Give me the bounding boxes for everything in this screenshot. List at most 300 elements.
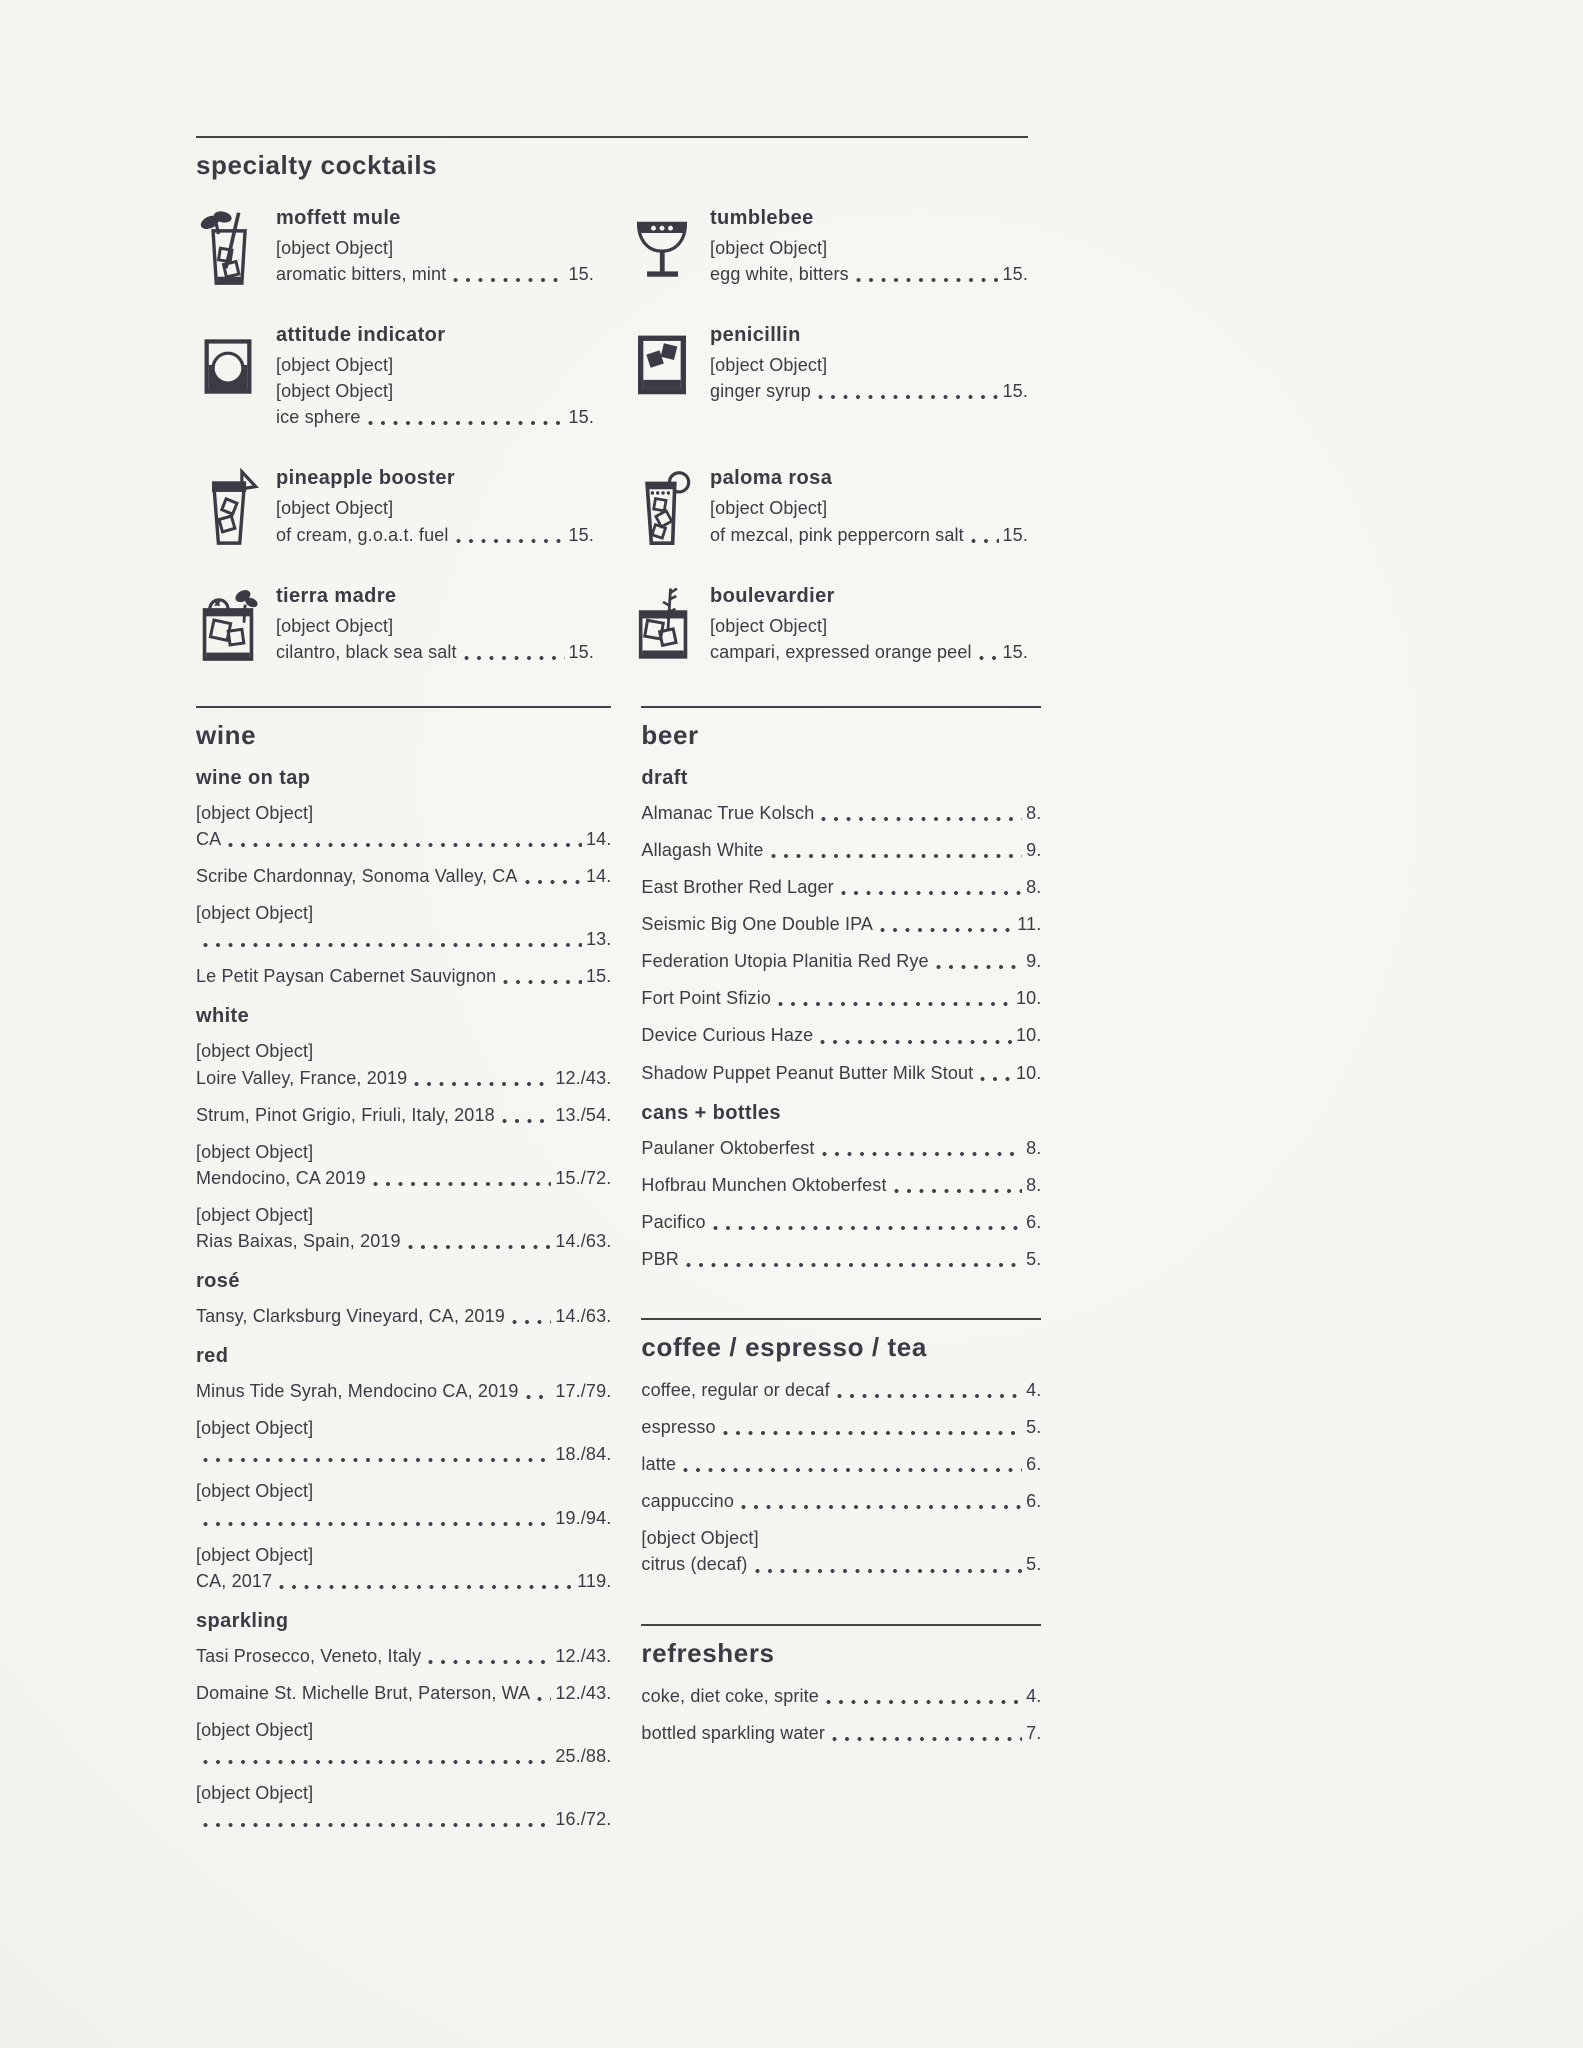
dot-leader — [841, 890, 1022, 896]
cocktail-name: pineapple booster — [276, 467, 456, 490]
dot-leader — [880, 927, 1013, 933]
beer-heading: beer — [641, 719, 699, 750]
menu-item — [641, 800, 1041, 826]
refreshers-section — [641, 1624, 1041, 1746]
item-text: Shadow Puppet Peanut Butter Milk Stout — [641, 1062, 974, 1083]
item-price: 6. — [1026, 1211, 1042, 1232]
menu-item — [196, 1780, 611, 1832]
dot-leader — [525, 879, 582, 885]
cocktail-text — [710, 585, 1028, 676]
item-price: 15. — [585, 966, 612, 987]
cocktail-desc-line: [object Object] — [710, 355, 828, 376]
dot-leader — [512, 1319, 551, 1325]
right-column — [641, 706, 1041, 1757]
item-line: [object Object] — [196, 1141, 314, 1162]
item-wrapped-lines — [196, 1415, 611, 1441]
item-wrapped-lines — [196, 1202, 611, 1228]
beer-group — [641, 1102, 1041, 1272]
item-price: 25./88. — [555, 1746, 612, 1767]
item-wrapped-lines — [196, 900, 611, 926]
specialty-cocktails-section — [196, 136, 1028, 676]
cocktail-price: 15. — [568, 264, 594, 285]
cocktail-price: 15. — [568, 524, 594, 545]
dot-leader — [818, 394, 999, 400]
pineapple-tall-glass-icon — [196, 467, 260, 551]
item-price: 17./79. — [555, 1381, 612, 1402]
dot-leader — [368, 420, 565, 426]
item-price-line — [196, 926, 611, 952]
menu-item — [196, 1717, 611, 1769]
specialty-cocktails-heading: specialty cocktails — [196, 150, 438, 180]
item-text: cappuccino — [641, 1491, 734, 1512]
cocktail-text — [276, 585, 594, 676]
dot-leader — [980, 1076, 1012, 1082]
item-price-line — [641, 1451, 1041, 1477]
item-price-line — [641, 1246, 1041, 1272]
item-price: 8. — [1026, 802, 1042, 823]
dot-leader — [503, 979, 582, 985]
item-text: Rias Baixas, Spain, 2019 — [196, 1230, 401, 1251]
item-line: [object Object] — [196, 1204, 314, 1225]
item-price-line — [641, 948, 1041, 974]
beer-group-items — [641, 800, 1041, 1086]
item-line: [object Object] — [196, 1720, 314, 1740]
item-price: 5. — [1026, 1248, 1042, 1269]
item-text: Mendocino, CA 2019 — [196, 1167, 366, 1188]
dot-leader — [822, 1151, 1023, 1157]
item-price-line — [196, 1680, 611, 1706]
item-wrapped-lines — [196, 1038, 611, 1064]
cocktail-description — [710, 352, 1028, 404]
menu-item — [641, 948, 1041, 974]
dot-leader — [894, 1188, 1023, 1194]
item-price: 15./72. — [555, 1167, 612, 1188]
cocktail-desc-last: cilantro, black sea salt — [276, 641, 457, 662]
wine-groups — [196, 767, 611, 1833]
coupe-glass-icon — [630, 207, 694, 291]
item-text: Federation Utopia Planitia Red Rye — [641, 951, 929, 972]
dot-leader — [203, 1521, 551, 1527]
item-price-line — [641, 1683, 1041, 1709]
item-wrapped-lines — [196, 1542, 611, 1568]
menu-item — [196, 1378, 611, 1404]
menu-item — [641, 1172, 1041, 1198]
cocktail-price: 15. — [1002, 641, 1028, 662]
menu-item — [641, 837, 1041, 863]
menu-item — [641, 874, 1041, 900]
cocktail-price-line — [710, 639, 1028, 665]
item-price: 9. — [1026, 839, 1042, 860]
beer-groups — [641, 767, 1041, 1272]
menu-item — [641, 1488, 1041, 1514]
item-price-line — [196, 1065, 611, 1091]
cocktail-description — [276, 235, 594, 287]
menu-item — [196, 1680, 611, 1706]
dot-leader — [464, 655, 565, 661]
menu-item — [196, 1102, 611, 1128]
item-line: [object Object] — [196, 1481, 314, 1502]
cocktail-text — [710, 467, 1028, 558]
cocktail-grid — [196, 207, 1028, 676]
cocktail-desc-line: [object Object] — [276, 238, 394, 258]
item-price: 10. — [1015, 1025, 1042, 1046]
dot-leader — [971, 538, 999, 544]
wine-group — [196, 1005, 611, 1254]
menu-item — [641, 985, 1041, 1011]
item-text: Domaine St. Michelle Brut, Paterson, WA — [196, 1682, 531, 1703]
paloma-tall-glass-icon — [630, 467, 694, 551]
cocktail-description — [710, 495, 1028, 547]
item-wrapped-lines — [196, 800, 611, 826]
item-price-line — [641, 985, 1041, 1011]
menu-item — [641, 1060, 1041, 1086]
menu-item — [196, 800, 611, 852]
cocktail-desc-lines — [276, 235, 594, 261]
wine-group — [196, 767, 611, 990]
item-text: Le Petit Paysan Cabernet Sauvignon — [196, 966, 497, 987]
dot-leader — [771, 853, 1023, 859]
menu-item — [196, 1643, 611, 1669]
item-price-line — [641, 1488, 1041, 1514]
dot-leader — [526, 1394, 552, 1400]
dot-leader — [821, 816, 1022, 822]
boulevardier-rocks-glass-icon — [630, 585, 694, 669]
cocktail-item — [630, 467, 1028, 558]
item-price: 13./54. — [555, 1104, 612, 1125]
cocktail-desc-lines — [276, 495, 594, 521]
dot-leader — [778, 1001, 1012, 1007]
wine-group-label: red — [196, 1345, 229, 1368]
item-price: 19./94. — [555, 1507, 612, 1528]
wine-group-items — [196, 1038, 611, 1254]
beer-group-label: cans + bottles — [641, 1101, 781, 1124]
item-price: 8. — [1026, 877, 1042, 898]
cocktail-price-line — [710, 522, 1028, 548]
dot-leader — [279, 1584, 573, 1590]
item-price: 8. — [1026, 1137, 1042, 1158]
cocktail-item — [630, 585, 1028, 676]
cocktail-item — [196, 324, 594, 441]
item-price: 12./43. — [555, 1645, 612, 1666]
wine-group-label: wine on tap — [196, 766, 311, 789]
item-text: PBR — [641, 1248, 679, 1269]
item-price: 18./84. — [555, 1444, 612, 1465]
item-text: Almanac True Kolsch — [641, 802, 815, 823]
item-price: 16./72. — [555, 1809, 612, 1830]
dot-leader — [373, 1181, 551, 1187]
cocktail-text — [276, 207, 594, 298]
cocktail-item — [196, 585, 594, 676]
wine-section — [196, 706, 611, 1833]
item-price: 5. — [1026, 1554, 1042, 1575]
menu-item — [641, 1135, 1041, 1161]
cocktail-price-line — [276, 522, 594, 548]
item-price-line — [196, 963, 611, 989]
item-line: [object Object] — [196, 1418, 314, 1439]
cocktail-text — [710, 207, 1028, 298]
item-price: 11. — [1017, 914, 1042, 935]
dot-leader — [203, 1822, 551, 1828]
item-text: East Brother Red Lager — [641, 877, 834, 898]
item-price: 13. — [585, 929, 612, 950]
item-price-line — [196, 1643, 611, 1669]
cocktail-item — [630, 207, 1028, 298]
cocktail-desc-last: aromatic bitters, mint — [276, 264, 447, 285]
dot-leader — [856, 277, 999, 283]
dot-leader — [979, 655, 999, 661]
cocktail-desc-lines — [710, 235, 1028, 261]
wine-group-label: white — [196, 1005, 250, 1028]
wine-group-items — [196, 1303, 611, 1329]
beer-group — [641, 767, 1041, 1086]
dot-leader — [837, 1393, 1022, 1399]
item-text: coke, diet coke, sprite — [641, 1685, 819, 1706]
dot-leader — [741, 1504, 1022, 1510]
item-line: [object Object] — [196, 802, 314, 823]
dot-leader — [203, 1759, 551, 1765]
cocktail-text — [276, 324, 594, 441]
menu-item — [196, 1478, 611, 1530]
item-wrapped-lines — [196, 1139, 611, 1165]
menu-item — [196, 900, 611, 952]
item-price: 6. — [1026, 1491, 1042, 1512]
item-price-line — [641, 800, 1041, 826]
cocktail-desc-line: [object Object] — [710, 615, 828, 636]
item-text: CA — [196, 828, 222, 849]
item-price-line — [196, 1441, 611, 1467]
cocktail-name: attitude indicator — [276, 324, 446, 347]
cocktail-description — [710, 613, 1028, 665]
menu-item — [641, 1246, 1041, 1272]
item-text: Seismic Big One Double IPA — [641, 914, 874, 935]
item-text: espresso — [641, 1417, 716, 1438]
mule-highball-glass-icon — [196, 207, 260, 291]
item-text: Allagash White — [641, 839, 764, 860]
menu-item — [196, 1202, 611, 1254]
item-price-line — [641, 911, 1041, 937]
coffee-section — [641, 1318, 1041, 1578]
cocktail-name: tumblebee — [710, 207, 814, 229]
item-price: 12./43. — [555, 1067, 612, 1088]
menu-item — [641, 1525, 1041, 1577]
dot-leader — [203, 942, 582, 948]
cocktail-desc-lines — [710, 352, 1028, 378]
menu-item — [196, 1038, 611, 1090]
menu-item — [196, 1542, 611, 1594]
menu-item — [641, 1414, 1041, 1440]
item-text: bottled sparkling water — [641, 1722, 825, 1743]
item-price-line — [196, 1806, 611, 1832]
item-price: 14. — [585, 866, 612, 887]
menu-item — [641, 1377, 1041, 1403]
refreshers-items — [641, 1683, 1041, 1746]
item-line: [object Object] — [196, 903, 314, 924]
item-price-line — [196, 1505, 611, 1531]
cocktail-desc-last: ice sphere — [276, 407, 361, 428]
item-price-line — [641, 874, 1041, 900]
beer-group-items — [641, 1135, 1041, 1272]
item-price: 5. — [1026, 1417, 1042, 1438]
item-wrapped-lines — [196, 1780, 611, 1806]
cocktail-name: tierra madre — [276, 584, 397, 607]
left-column — [196, 706, 611, 1844]
item-price-line — [196, 1743, 611, 1769]
item-price: 7. — [1026, 1722, 1042, 1743]
item-price-line — [641, 1551, 1041, 1577]
cocktail-desc-line: [object Object] — [710, 498, 828, 519]
refreshers-heading: refreshers — [641, 1637, 775, 1668]
item-price-line — [196, 1102, 611, 1128]
cocktail-text — [276, 467, 594, 558]
menu-item — [641, 1022, 1041, 1048]
item-text: coffee, regular or decaf — [641, 1379, 830, 1400]
cocktail-price: 15. — [1002, 381, 1028, 402]
cocktail-price-line — [276, 639, 594, 665]
menu-item — [196, 863, 611, 889]
dot-leader — [683, 1467, 1022, 1473]
dot-leader — [936, 964, 1022, 970]
item-price-line — [196, 1303, 611, 1329]
cocktail-name: boulevardier — [710, 584, 835, 607]
item-line: [object Object] — [196, 1041, 314, 1062]
cocktail-price-line — [276, 404, 594, 430]
item-wrapped-lines — [196, 1478, 611, 1504]
item-price-line — [641, 1414, 1041, 1440]
menu-item — [196, 1303, 611, 1329]
cocktail-desc-last: of mezcal, pink peppercorn salt — [710, 524, 964, 545]
cocktail-desc-line: [object Object] — [276, 355, 394, 376]
wine-group-label: sparkling — [196, 1609, 289, 1632]
cocktail-name: penicillin — [710, 324, 801, 347]
cocktail-desc-line: [object Object] — [276, 615, 394, 636]
cocktail-desc-line: [object Object] — [710, 238, 828, 258]
cocktail-desc-last: of cream, g.o.a.t. fuel — [276, 524, 449, 545]
cocktail-description — [710, 235, 1028, 287]
item-text: Pacifico — [641, 1211, 706, 1232]
item-price-line — [641, 1209, 1041, 1235]
item-price: 8. — [1026, 1174, 1042, 1195]
wine-heading: wine — [196, 719, 257, 750]
cocktail-desc-last: ginger syrup — [710, 381, 811, 402]
cocktail-description — [276, 352, 594, 430]
dot-leader — [203, 1457, 551, 1463]
item-line: [object Object] — [196, 1783, 314, 1804]
menu-item — [196, 963, 611, 989]
item-price: 14./63. — [555, 1230, 612, 1251]
coffee-items — [641, 1377, 1041, 1578]
menu-item — [641, 1720, 1041, 1746]
cocktail-price-line — [710, 378, 1028, 404]
item-text: Fort Point Sfizio — [641, 988, 772, 1009]
cocktail-description — [276, 613, 594, 665]
dot-leader — [502, 1118, 552, 1124]
menu-item — [641, 1451, 1041, 1477]
cocktail-desc-lines — [276, 613, 594, 639]
cocktail-desc-last: egg white, bitters — [710, 264, 849, 285]
item-price: 10. — [1015, 988, 1042, 1009]
dot-leader — [832, 1736, 1022, 1742]
item-price: 9. — [1026, 951, 1042, 972]
wine-group-items — [196, 1378, 611, 1594]
dot-leader — [686, 1262, 1022, 1268]
dot-leader — [414, 1081, 551, 1087]
wine-group-items — [196, 800, 611, 990]
cocktail-price: 15. — [568, 641, 594, 662]
item-price-line — [641, 837, 1041, 863]
item-wrapped-lines — [196, 1717, 611, 1743]
dot-leader — [456, 538, 565, 544]
item-price: 10. — [1015, 1062, 1042, 1083]
item-text: Tansy, Clarksburg Vineyard, CA, 2019 — [196, 1306, 505, 1327]
dot-leader — [537, 1696, 551, 1702]
item-text: Strum, Pinot Grigio, Friuli, Italy, 2018 — [196, 1104, 495, 1125]
item-price: 4. — [1026, 1379, 1042, 1400]
beer-section — [641, 706, 1041, 1272]
item-price: 14. — [585, 828, 612, 849]
dot-leader — [408, 1244, 552, 1250]
item-price-line — [641, 1720, 1041, 1746]
item-text: Paulaner Oktoberfest — [641, 1137, 815, 1158]
dot-leader — [713, 1225, 1022, 1231]
cocktail-desc-lines — [276, 352, 594, 404]
dot-leader — [755, 1568, 1023, 1574]
item-text: Scribe Chardonnay, Sonoma Valley, CA — [196, 866, 518, 887]
cocktail-desc-lines — [710, 495, 1028, 521]
menu-content — [196, 136, 1042, 1843]
item-text: Loire Valley, France, 2019 — [196, 1067, 408, 1088]
item-price: 14./63. — [555, 1306, 612, 1327]
wine-group — [196, 1345, 611, 1594]
item-text: Tasi Prosecco, Veneto, Italy — [196, 1645, 422, 1666]
item-text: latte — [641, 1454, 677, 1475]
wine-group-label: rosé — [196, 1270, 240, 1293]
dot-leader — [826, 1699, 1022, 1705]
beer-group-label: draft — [641, 766, 688, 789]
item-text: Hofbrau Munchen Oktoberfest — [641, 1174, 887, 1195]
wine-group-items — [196, 1643, 611, 1833]
penicillin-rocks-glass-icon — [630, 324, 694, 408]
menu-columns — [196, 706, 1042, 1844]
item-price-line — [641, 1060, 1041, 1086]
menu-item — [641, 911, 1041, 937]
item-price-line — [196, 826, 611, 852]
cocktail-text — [710, 324, 1028, 415]
item-price-line — [196, 1378, 611, 1404]
coffee-heading: coffee / espresso / tea — [641, 1331, 927, 1362]
item-wrapped-lines — [641, 1525, 1041, 1551]
cocktail-price: 15. — [1002, 264, 1028, 285]
item-text: citrus (decaf) — [641, 1554, 748, 1575]
wine-group — [196, 1270, 611, 1329]
cocktail-price: 15. — [568, 407, 594, 428]
item-price-line — [196, 1165, 611, 1191]
cocktail-desc-line: [object Object] — [276, 498, 394, 519]
menu-item — [641, 1683, 1041, 1709]
cocktail-item — [630, 324, 1028, 441]
cocktail-item — [196, 207, 594, 298]
cocktail-price-line — [710, 261, 1028, 287]
ice-sphere-rocks-glass-icon — [196, 324, 260, 408]
cocktail-desc-lines — [710, 613, 1028, 639]
item-price-line — [196, 863, 611, 889]
cocktail-item — [196, 467, 594, 558]
menu-item — [196, 1415, 611, 1467]
cocktail-description — [276, 495, 594, 547]
cocktail-desc-last: campari, expressed orange peel — [710, 641, 972, 662]
item-price-line — [641, 1135, 1041, 1161]
cocktail-price: 15. — [1002, 524, 1028, 545]
menu-item — [196, 1139, 611, 1191]
